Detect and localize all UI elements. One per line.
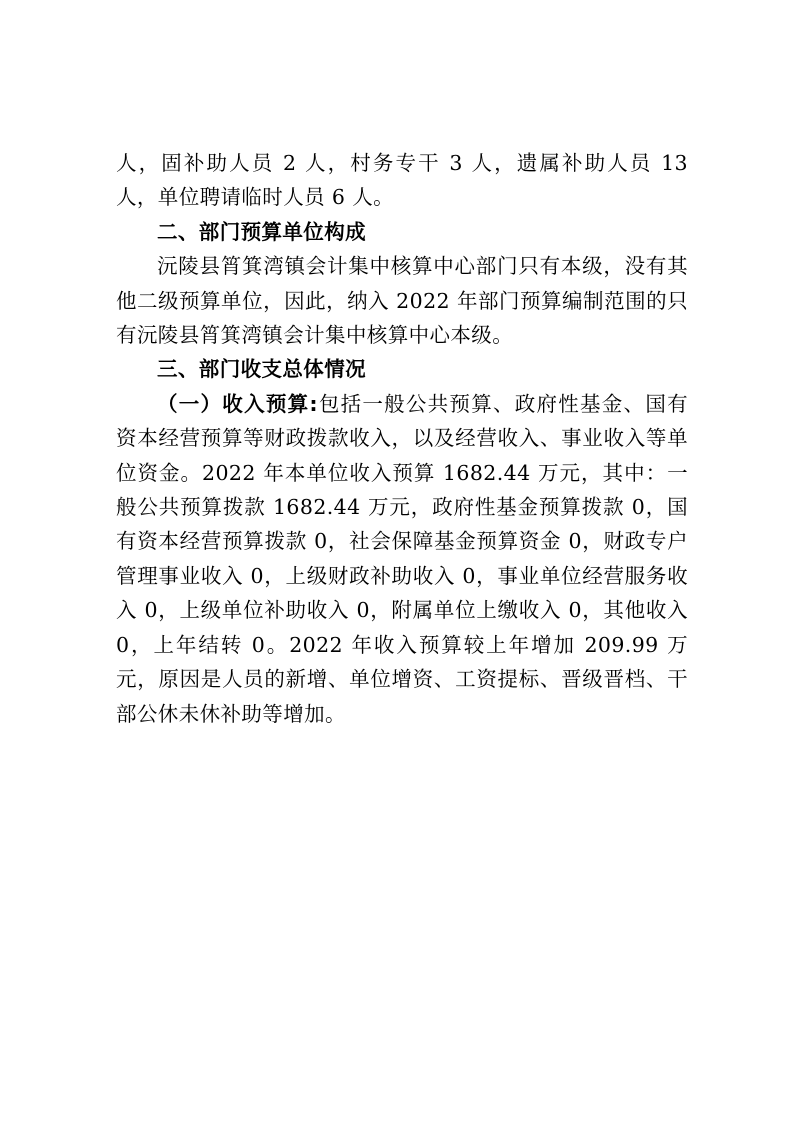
income-budget-label: （一）收入预算: xyxy=(157,391,318,416)
heading-income-expenditure: 三、部门收支总体情况 xyxy=(157,357,366,382)
heading-budget-units: 二、部门预算单位构成 xyxy=(157,219,366,244)
income-budget-text: 包括一般公共预算、政府性基金、国有资本经营预算等财政拨款收入，以及经营收入、事业收入等单位资金。2022 年本单位收入预算 1682.44 万元，其中：一般公共预算拨款 1682.44 万元，政府性基金预算拨款 0，国有资本经营预算拨款 0，社会保障基金预算资金 0，财政专户管理事业收入 0，上级财政补助收入 0，事业单位经营服务收入 0，上级单位补助收入 0，附属单位上缴收入 0，其他收入 0，上年结转 0。2022 年收入预算较上年增加 209.99 万元，原因是人员的新增、单位增资、工资提标、晋级晋档、干部公休未休补助等增加。 xyxy=(116,391,688,726)
paragraph-income-budget xyxy=(116,387,688,731)
paragraph-budget-units: 沅陵县筲箕湾镇会计集中核算中心部门只有本级，没有其他二级预算单位，因此，纳入 2022 年部门预算编制范围的只有沅陵县筲箕湾镇会计集中核算中心本级。 xyxy=(116,254,688,348)
paragraph-staff-continued: 人，固补助人员 2 人，村务专干 3 人，遗属补助人员 13 人，单位聘请临时人员 6 人。 xyxy=(116,151,688,210)
document-body xyxy=(116,146,688,731)
